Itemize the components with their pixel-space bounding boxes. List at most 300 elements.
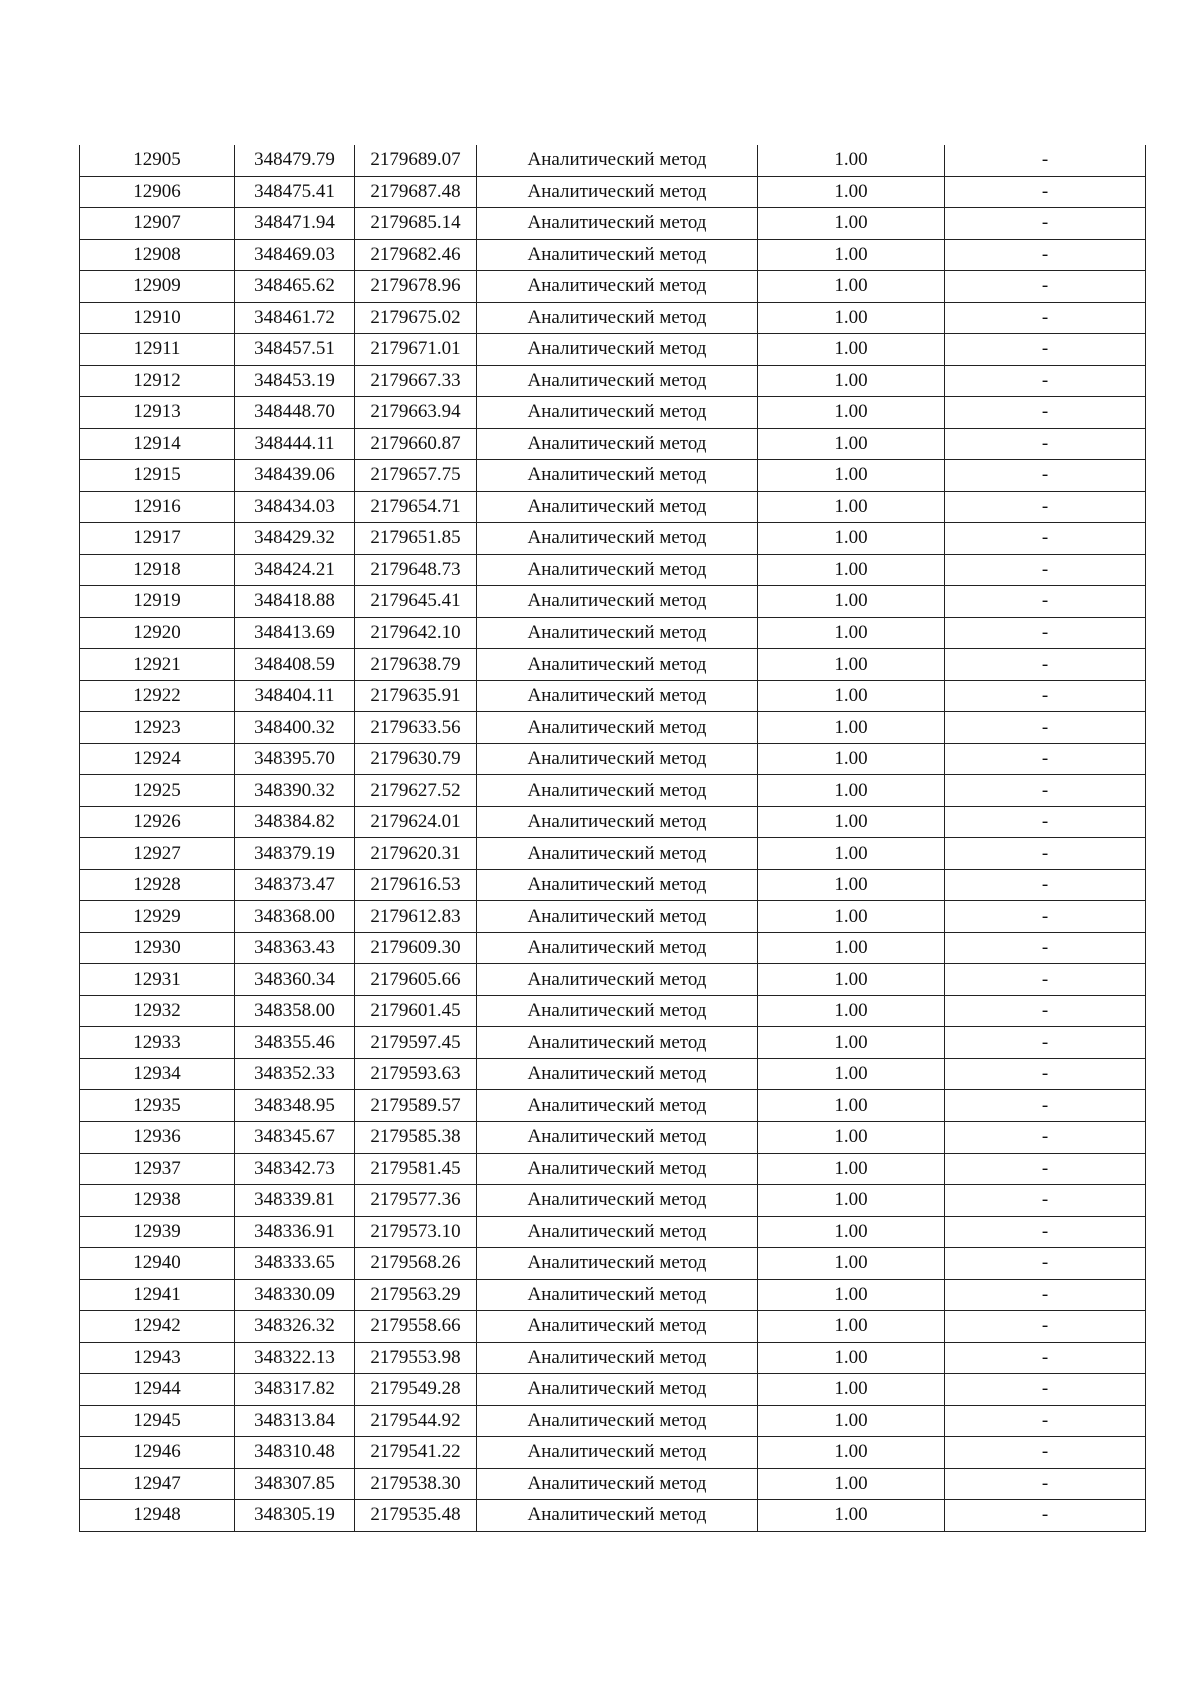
point-number-cell: 12909	[80, 271, 235, 303]
table-row	[80, 208, 1146, 240]
method-cell: Аналитический метод	[477, 365, 758, 397]
description-cell: -	[945, 1311, 1146, 1343]
point-number-cell: 12928	[80, 869, 235, 901]
description-cell: -	[945, 239, 1146, 271]
point-number-cell: 12917	[80, 523, 235, 555]
description-cell: -	[945, 617, 1146, 649]
point-number-cell: 12940	[80, 1248, 235, 1280]
x-coordinate-cell: 348408.59	[235, 649, 355, 681]
accuracy-cell: 1.00	[758, 1311, 945, 1343]
description-cell: -	[945, 365, 1146, 397]
point-number-cell: 12944	[80, 1374, 235, 1406]
method-cell: Аналитический метод	[477, 239, 758, 271]
accuracy-cell: 1.00	[758, 617, 945, 649]
point-number-cell: 12908	[80, 239, 235, 271]
x-coordinate-cell: 348390.32	[235, 775, 355, 807]
description-cell: -	[945, 806, 1146, 838]
table-row	[80, 1248, 1146, 1280]
table-row	[80, 617, 1146, 649]
table-row	[80, 1185, 1146, 1217]
accuracy-cell: 1.00	[758, 428, 945, 460]
x-coordinate-cell: 348475.41	[235, 176, 355, 208]
method-cell: Аналитический метод	[477, 1216, 758, 1248]
point-number-cell: 12939	[80, 1216, 235, 1248]
method-cell: Аналитический метод	[477, 491, 758, 523]
accuracy-cell: 1.00	[758, 932, 945, 964]
description-cell: -	[945, 460, 1146, 492]
description-cell: -	[945, 964, 1146, 996]
x-coordinate-cell: 348345.67	[235, 1121, 355, 1153]
method-cell: Аналитический метод	[477, 1027, 758, 1059]
description-cell: -	[945, 208, 1146, 240]
description-cell: -	[945, 1090, 1146, 1122]
point-number-cell: 12943	[80, 1342, 235, 1374]
accuracy-cell: 1.00	[758, 901, 945, 933]
table-row	[80, 523, 1146, 555]
y-coordinate-cell: 2179597.45	[355, 1027, 477, 1059]
x-coordinate-cell: 348465.62	[235, 271, 355, 303]
table-row	[80, 176, 1146, 208]
x-coordinate-cell: 348413.69	[235, 617, 355, 649]
point-number-cell: 12915	[80, 460, 235, 492]
x-coordinate-cell: 348355.46	[235, 1027, 355, 1059]
y-coordinate-cell: 2179585.38	[355, 1121, 477, 1153]
method-cell: Аналитический метод	[477, 1248, 758, 1280]
x-coordinate-cell: 348461.72	[235, 302, 355, 334]
accuracy-cell: 1.00	[758, 680, 945, 712]
accuracy-cell: 1.00	[758, 271, 945, 303]
description-cell: -	[945, 932, 1146, 964]
x-coordinate-cell: 348471.94	[235, 208, 355, 240]
table-row	[80, 1342, 1146, 1374]
method-cell: Аналитический метод	[477, 901, 758, 933]
description-cell: -	[945, 775, 1146, 807]
method-cell: Аналитический метод	[477, 1279, 758, 1311]
table-row	[80, 1405, 1146, 1437]
table-row	[80, 964, 1146, 996]
accuracy-cell: 1.00	[758, 176, 945, 208]
y-coordinate-cell: 2179612.83	[355, 901, 477, 933]
table-row	[80, 365, 1146, 397]
accuracy-cell: 1.00	[758, 1058, 945, 1090]
method-cell: Аналитический метод	[477, 932, 758, 964]
method-cell: Аналитический метод	[477, 523, 758, 555]
x-coordinate-cell: 348310.48	[235, 1437, 355, 1469]
description-cell: -	[945, 712, 1146, 744]
description-cell: -	[945, 1216, 1146, 1248]
description-cell: -	[945, 649, 1146, 681]
method-cell: Аналитический метод	[477, 145, 758, 176]
accuracy-cell: 1.00	[758, 1185, 945, 1217]
point-number-cell: 12931	[80, 964, 235, 996]
accuracy-cell: 1.00	[758, 1153, 945, 1185]
x-coordinate-cell: 348448.70	[235, 397, 355, 429]
x-coordinate-cell: 348339.81	[235, 1185, 355, 1217]
table-row	[80, 1437, 1146, 1469]
description-cell: -	[945, 1058, 1146, 1090]
x-coordinate-cell: 348373.47	[235, 869, 355, 901]
y-coordinate-cell: 2179553.98	[355, 1342, 477, 1374]
description-cell: -	[945, 995, 1146, 1027]
table-row	[80, 239, 1146, 271]
point-number-cell: 12926	[80, 806, 235, 838]
table-row	[80, 680, 1146, 712]
y-coordinate-cell: 2179620.31	[355, 838, 477, 870]
point-number-cell: 12937	[80, 1153, 235, 1185]
y-coordinate-cell: 2179648.73	[355, 554, 477, 586]
accuracy-cell: 1.00	[758, 649, 945, 681]
table-row	[80, 1121, 1146, 1153]
x-coordinate-cell: 348384.82	[235, 806, 355, 838]
table-row	[80, 460, 1146, 492]
description-cell: -	[945, 743, 1146, 775]
table-row	[80, 145, 1146, 176]
x-coordinate-cell: 348418.88	[235, 586, 355, 618]
x-coordinate-cell: 348479.79	[235, 145, 355, 176]
y-coordinate-cell: 2179605.66	[355, 964, 477, 996]
method-cell: Аналитический метод	[477, 334, 758, 366]
y-coordinate-cell: 2179651.85	[355, 523, 477, 555]
table-row	[80, 1153, 1146, 1185]
description-cell: -	[945, 334, 1146, 366]
point-number-cell: 12913	[80, 397, 235, 429]
accuracy-cell: 1.00	[758, 460, 945, 492]
table-row	[80, 334, 1146, 366]
method-cell: Аналитический метод	[477, 680, 758, 712]
point-number-cell: 12905	[80, 145, 235, 176]
y-coordinate-cell: 2179538.30	[355, 1468, 477, 1500]
method-cell: Аналитический метод	[477, 617, 758, 649]
y-coordinate-cell: 2179558.66	[355, 1311, 477, 1343]
point-number-cell: 12923	[80, 712, 235, 744]
x-coordinate-cell: 348336.91	[235, 1216, 355, 1248]
accuracy-cell: 1.00	[758, 239, 945, 271]
x-coordinate-cell: 348313.84	[235, 1405, 355, 1437]
y-coordinate-cell: 2179635.91	[355, 680, 477, 712]
point-number-cell: 12919	[80, 586, 235, 618]
accuracy-cell: 1.00	[758, 869, 945, 901]
point-number-cell: 12922	[80, 680, 235, 712]
method-cell: Аналитический метод	[477, 838, 758, 870]
x-coordinate-cell: 348424.21	[235, 554, 355, 586]
accuracy-cell: 1.00	[758, 1374, 945, 1406]
y-coordinate-cell: 2179589.57	[355, 1090, 477, 1122]
point-number-cell: 12934	[80, 1058, 235, 1090]
table-row	[80, 1027, 1146, 1059]
method-cell: Аналитический метод	[477, 428, 758, 460]
y-coordinate-cell: 2179563.29	[355, 1279, 477, 1311]
description-cell: -	[945, 1153, 1146, 1185]
table-row	[80, 1311, 1146, 1343]
x-coordinate-cell: 348305.19	[235, 1500, 355, 1532]
point-number-cell: 12936	[80, 1121, 235, 1153]
description-cell: -	[945, 1405, 1146, 1437]
x-coordinate-cell: 348368.00	[235, 901, 355, 933]
method-cell: Аналитический метод	[477, 1468, 758, 1500]
accuracy-cell: 1.00	[758, 397, 945, 429]
x-coordinate-cell: 348333.65	[235, 1248, 355, 1280]
x-coordinate-cell: 348326.32	[235, 1311, 355, 1343]
y-coordinate-cell: 2179616.53	[355, 869, 477, 901]
point-number-cell: 12933	[80, 1027, 235, 1059]
accuracy-cell: 1.00	[758, 554, 945, 586]
y-coordinate-cell: 2179535.48	[355, 1500, 477, 1532]
description-cell: -	[945, 1121, 1146, 1153]
table-row	[80, 1374, 1146, 1406]
method-cell: Аналитический метод	[477, 869, 758, 901]
table-row	[80, 1468, 1146, 1500]
y-coordinate-cell: 2179581.45	[355, 1153, 477, 1185]
table-row	[80, 932, 1146, 964]
point-number-cell: 12924	[80, 743, 235, 775]
point-number-cell: 12916	[80, 491, 235, 523]
table-row	[80, 1216, 1146, 1248]
point-number-cell: 12945	[80, 1405, 235, 1437]
accuracy-cell: 1.00	[758, 302, 945, 334]
x-coordinate-cell: 348469.03	[235, 239, 355, 271]
y-coordinate-cell: 2179678.96	[355, 271, 477, 303]
description-cell: -	[945, 838, 1146, 870]
description-cell: -	[945, 869, 1146, 901]
x-coordinate-cell: 348429.32	[235, 523, 355, 555]
x-coordinate-cell: 348444.11	[235, 428, 355, 460]
table-row	[80, 806, 1146, 838]
table-row	[80, 554, 1146, 586]
y-coordinate-cell: 2179630.79	[355, 743, 477, 775]
description-cell: -	[945, 586, 1146, 618]
y-coordinate-cell: 2179660.87	[355, 428, 477, 460]
accuracy-cell: 1.00	[758, 365, 945, 397]
y-coordinate-cell: 2179642.10	[355, 617, 477, 649]
x-coordinate-cell: 348453.19	[235, 365, 355, 397]
x-coordinate-cell: 348322.13	[235, 1342, 355, 1374]
y-coordinate-cell: 2179689.07	[355, 145, 477, 176]
description-cell: -	[945, 397, 1146, 429]
description-cell: -	[945, 145, 1146, 176]
method-cell: Аналитический метод	[477, 554, 758, 586]
y-coordinate-cell: 2179685.14	[355, 208, 477, 240]
accuracy-cell: 1.00	[758, 775, 945, 807]
accuracy-cell: 1.00	[758, 1090, 945, 1122]
table-row	[80, 712, 1146, 744]
table-row	[80, 491, 1146, 523]
table-row	[80, 271, 1146, 303]
method-cell: Аналитический метод	[477, 806, 758, 838]
description-cell: -	[945, 680, 1146, 712]
method-cell: Аналитический метод	[477, 1342, 758, 1374]
y-coordinate-cell: 2179657.75	[355, 460, 477, 492]
method-cell: Аналитический метод	[477, 1058, 758, 1090]
description-cell: -	[945, 176, 1146, 208]
point-number-cell: 12929	[80, 901, 235, 933]
method-cell: Аналитический метод	[477, 1185, 758, 1217]
point-number-cell: 12935	[80, 1090, 235, 1122]
table-row	[80, 586, 1146, 618]
y-coordinate-cell: 2179633.56	[355, 712, 477, 744]
method-cell: Аналитический метод	[477, 1153, 758, 1185]
y-coordinate-cell: 2179624.01	[355, 806, 477, 838]
description-cell: -	[945, 523, 1146, 555]
method-cell: Аналитический метод	[477, 1437, 758, 1469]
x-coordinate-cell: 348330.09	[235, 1279, 355, 1311]
x-coordinate-cell: 348439.06	[235, 460, 355, 492]
point-number-cell: 12948	[80, 1500, 235, 1532]
point-number-cell: 12907	[80, 208, 235, 240]
point-number-cell: 12930	[80, 932, 235, 964]
method-cell: Аналитический метод	[477, 1311, 758, 1343]
coordinates-table	[79, 145, 1146, 1532]
x-coordinate-cell: 348400.32	[235, 712, 355, 744]
x-coordinate-cell: 348360.34	[235, 964, 355, 996]
x-coordinate-cell: 348404.11	[235, 680, 355, 712]
method-cell: Аналитический метод	[477, 1500, 758, 1532]
y-coordinate-cell: 2179671.01	[355, 334, 477, 366]
method-cell: Аналитический метод	[477, 586, 758, 618]
method-cell: Аналитический метод	[477, 176, 758, 208]
accuracy-cell: 1.00	[758, 1500, 945, 1532]
x-coordinate-cell: 348348.95	[235, 1090, 355, 1122]
x-coordinate-cell: 348457.51	[235, 334, 355, 366]
table-row	[80, 302, 1146, 334]
y-coordinate-cell: 2179601.45	[355, 995, 477, 1027]
description-cell: -	[945, 271, 1146, 303]
x-coordinate-cell: 348358.00	[235, 995, 355, 1027]
method-cell: Аналитический метод	[477, 964, 758, 996]
table-row	[80, 1500, 1146, 1532]
x-coordinate-cell: 348379.19	[235, 838, 355, 870]
table-row	[80, 397, 1146, 429]
method-cell: Аналитический метод	[477, 271, 758, 303]
y-coordinate-cell: 2179568.26	[355, 1248, 477, 1280]
accuracy-cell: 1.00	[758, 1405, 945, 1437]
table-row	[80, 649, 1146, 681]
y-coordinate-cell: 2179544.92	[355, 1405, 477, 1437]
accuracy-cell: 1.00	[758, 1342, 945, 1374]
accuracy-cell: 1.00	[758, 586, 945, 618]
method-cell: Аналитический метод	[477, 1121, 758, 1153]
y-coordinate-cell: 2179654.71	[355, 491, 477, 523]
x-coordinate-cell: 348307.85	[235, 1468, 355, 1500]
description-cell: -	[945, 1468, 1146, 1500]
y-coordinate-cell: 2179549.28	[355, 1374, 477, 1406]
description-cell: -	[945, 302, 1146, 334]
y-coordinate-cell: 2179682.46	[355, 239, 477, 271]
y-coordinate-cell: 2179675.02	[355, 302, 477, 334]
accuracy-cell: 1.00	[758, 523, 945, 555]
table-row	[80, 995, 1146, 1027]
x-coordinate-cell: 348395.70	[235, 743, 355, 775]
method-cell: Аналитический метод	[477, 1374, 758, 1406]
accuracy-cell: 1.00	[758, 1437, 945, 1469]
method-cell: Аналитический метод	[477, 775, 758, 807]
point-number-cell: 12938	[80, 1185, 235, 1217]
description-cell: -	[945, 1185, 1146, 1217]
y-coordinate-cell: 2179577.36	[355, 1185, 477, 1217]
table-row	[80, 428, 1146, 460]
method-cell: Аналитический метод	[477, 743, 758, 775]
y-coordinate-cell: 2179541.22	[355, 1437, 477, 1469]
x-coordinate-cell: 348434.03	[235, 491, 355, 523]
method-cell: Аналитический метод	[477, 302, 758, 334]
accuracy-cell: 1.00	[758, 208, 945, 240]
point-number-cell: 12925	[80, 775, 235, 807]
description-cell: -	[945, 554, 1146, 586]
point-number-cell: 12921	[80, 649, 235, 681]
y-coordinate-cell: 2179627.52	[355, 775, 477, 807]
accuracy-cell: 1.00	[758, 1279, 945, 1311]
point-number-cell: 12920	[80, 617, 235, 649]
y-coordinate-cell: 2179667.33	[355, 365, 477, 397]
table-row	[80, 838, 1146, 870]
description-cell: -	[945, 1500, 1146, 1532]
description-cell: -	[945, 428, 1146, 460]
x-coordinate-cell: 348342.73	[235, 1153, 355, 1185]
accuracy-cell: 1.00	[758, 145, 945, 176]
method-cell: Аналитический метод	[477, 397, 758, 429]
description-cell: -	[945, 1248, 1146, 1280]
table-row	[80, 869, 1146, 901]
accuracy-cell: 1.00	[758, 1216, 945, 1248]
method-cell: Аналитический метод	[477, 208, 758, 240]
accuracy-cell: 1.00	[758, 334, 945, 366]
point-number-cell: 12946	[80, 1437, 235, 1469]
accuracy-cell: 1.00	[758, 743, 945, 775]
y-coordinate-cell: 2179638.79	[355, 649, 477, 681]
x-coordinate-cell: 348363.43	[235, 932, 355, 964]
method-cell: Аналитический метод	[477, 460, 758, 492]
y-coordinate-cell: 2179593.63	[355, 1058, 477, 1090]
accuracy-cell: 1.00	[758, 712, 945, 744]
point-number-cell: 12927	[80, 838, 235, 870]
description-cell: -	[945, 1342, 1146, 1374]
method-cell: Аналитический метод	[477, 1405, 758, 1437]
table-row	[80, 1090, 1146, 1122]
table-row	[80, 743, 1146, 775]
description-cell: -	[945, 1027, 1146, 1059]
point-number-cell: 12911	[80, 334, 235, 366]
y-coordinate-cell: 2179645.41	[355, 586, 477, 618]
accuracy-cell: 1.00	[758, 1121, 945, 1153]
description-cell: -	[945, 901, 1146, 933]
table-row	[80, 775, 1146, 807]
point-number-cell: 12914	[80, 428, 235, 460]
point-number-cell: 12910	[80, 302, 235, 334]
accuracy-cell: 1.00	[758, 806, 945, 838]
point-number-cell: 12947	[80, 1468, 235, 1500]
y-coordinate-cell: 2179687.48	[355, 176, 477, 208]
point-number-cell: 12906	[80, 176, 235, 208]
description-cell: -	[945, 1374, 1146, 1406]
method-cell: Аналитический метод	[477, 649, 758, 681]
table-row	[80, 901, 1146, 933]
method-cell: Аналитический метод	[477, 712, 758, 744]
y-coordinate-cell: 2179573.10	[355, 1216, 477, 1248]
accuracy-cell: 1.00	[758, 1248, 945, 1280]
y-coordinate-cell: 2179609.30	[355, 932, 477, 964]
description-cell: -	[945, 1437, 1146, 1469]
method-cell: Аналитический метод	[477, 1090, 758, 1122]
accuracy-cell: 1.00	[758, 995, 945, 1027]
point-number-cell: 12932	[80, 995, 235, 1027]
accuracy-cell: 1.00	[758, 964, 945, 996]
x-coordinate-cell: 348352.33	[235, 1058, 355, 1090]
table-row	[80, 1058, 1146, 1090]
accuracy-cell: 1.00	[758, 491, 945, 523]
point-number-cell: 12942	[80, 1311, 235, 1343]
x-coordinate-cell: 348317.82	[235, 1374, 355, 1406]
point-number-cell: 12941	[80, 1279, 235, 1311]
table-row	[80, 1279, 1146, 1311]
